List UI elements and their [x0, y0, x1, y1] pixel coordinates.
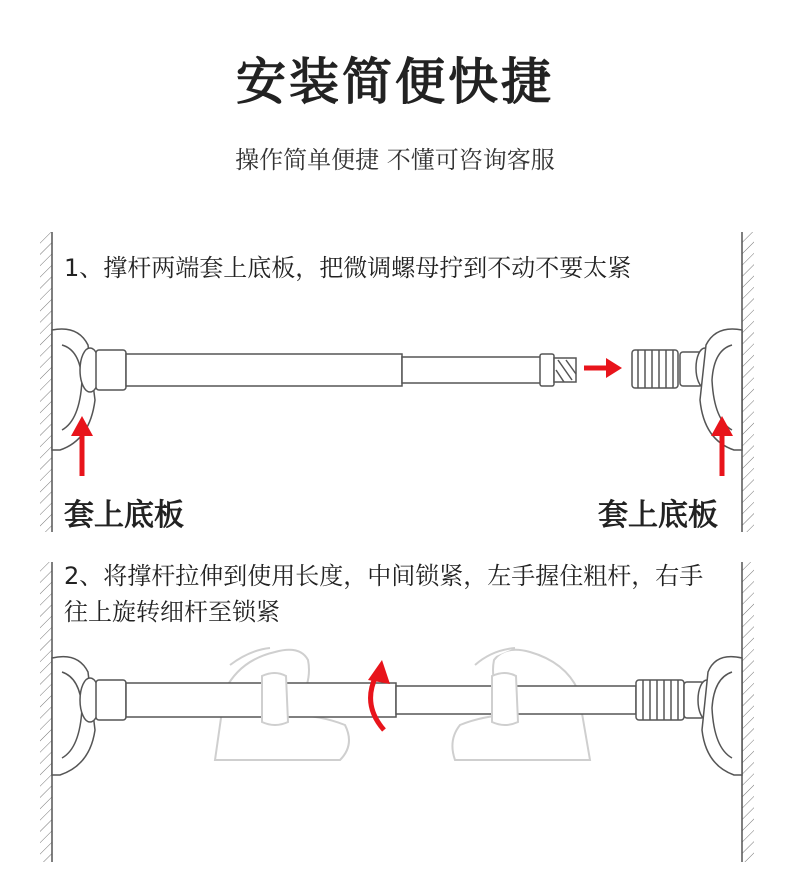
- adjust-nut-icon-step2: [636, 680, 684, 720]
- wall-icon-step1-right: [742, 232, 754, 532]
- suction-base-icon-step2-right: [684, 657, 742, 775]
- rod-step2: [126, 683, 636, 717]
- wall-icon-step2-right: [742, 562, 754, 862]
- page-title: 安装简便快捷: [236, 53, 554, 111]
- suction-base-icon-step2-left: [52, 657, 126, 775]
- rod-step1: [126, 354, 576, 386]
- wall-icon-step1-left: [40, 232, 52, 532]
- step-1-label-left: 套上底板: [64, 498, 184, 533]
- step-1-label-right: 套上底板: [598, 498, 718, 533]
- red-arrow-icon-right: [584, 358, 622, 378]
- step-2-instruction: 2、将撑杆拉伸到使用长度，中间锁紧，左手握住粗杆，右手往上旋转细杆至锁紧: [64, 562, 704, 626]
- wall-icon-step2-left: [40, 562, 52, 862]
- suction-base-icon-right: [680, 329, 742, 450]
- page-subtitle: 操作简单便捷 不懂可咨询客服: [235, 146, 555, 174]
- step-1-instruction: 1、撑杆两端套上底板，把微调螺母拧到不动不要太紧: [64, 254, 632, 282]
- adjust-nut-icon: [632, 350, 678, 388]
